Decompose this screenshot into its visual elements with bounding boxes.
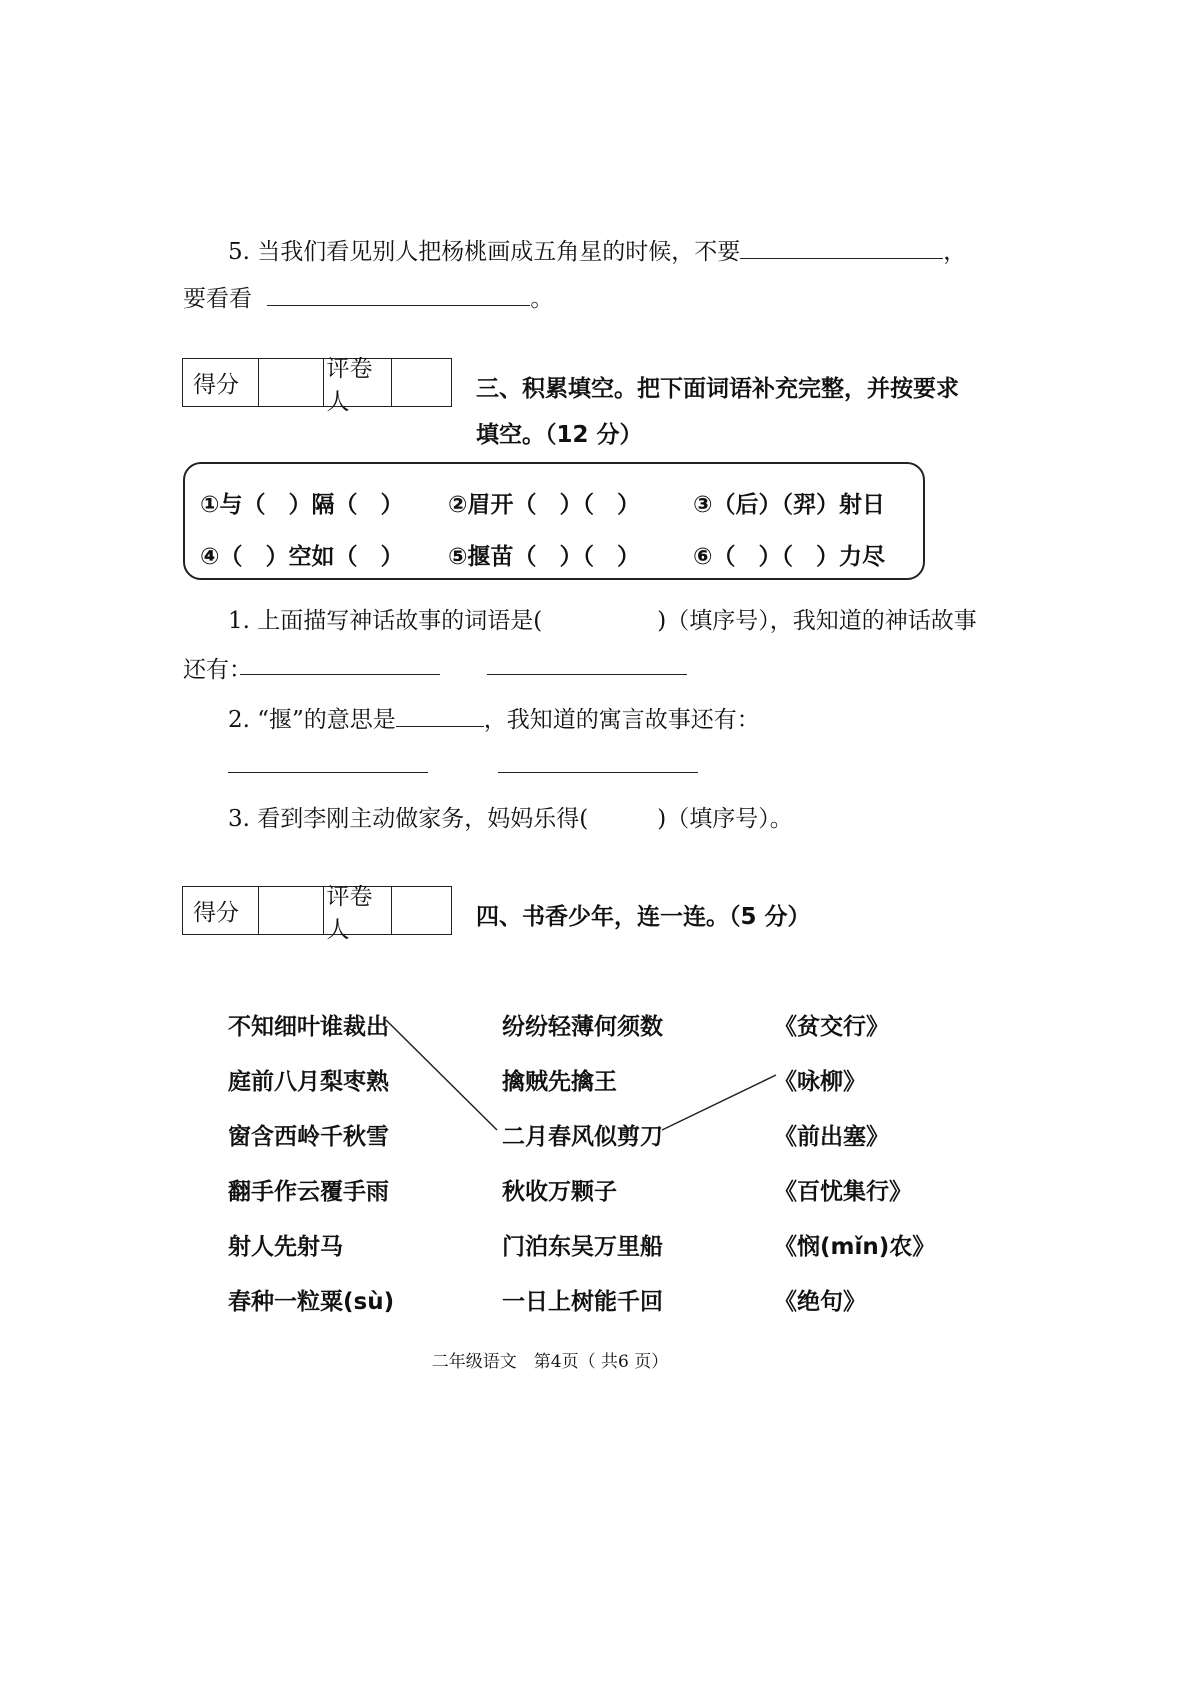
col2-item: 门泊东吴万里船 <box>502 1234 663 1260</box>
s3-q1-line2: 还有： <box>183 657 252 683</box>
section3-title-line2: 填空。（12 分） <box>476 422 643 448</box>
option-6: ⑥（ ）（ ）力尽 <box>693 544 885 570</box>
col2-item: 擒贼先擒王 <box>502 1069 617 1095</box>
col3-item: 《百忧集行》 <box>774 1179 912 1205</box>
option-5: ⑤揠苗（ ）（ ） <box>448 544 640 570</box>
s3-q3: 3. 看到李刚主动做家务，妈妈乐得( )（填序号）。 <box>228 806 793 832</box>
grader-label: 评卷人 <box>324 359 392 406</box>
col1-item: 翻手作云覆手雨 <box>228 1179 389 1205</box>
col2-item: 一日上树能千回 <box>502 1289 663 1315</box>
section4-title: 四、书香少年，连一连。（5 分） <box>476 904 811 930</box>
col1-item: 窗含西岭千秋雪 <box>228 1124 389 1150</box>
grader-label: 评卷人 <box>324 887 392 934</box>
s3-q2-prefix: 2. “揠”的意思是 <box>228 707 396 733</box>
option-4: ④（ ）空如（ ） <box>200 544 404 570</box>
score-label: 得分 <box>183 887 259 934</box>
s3-q1: 1. 上面描写神话故事的词语是( )（填序号），我知道的神话故事 <box>228 608 977 634</box>
section3-title-line1: 三、积累填空。把下面词语补充完整，并按要求 <box>476 376 959 402</box>
q5-line2-suffix: 。 <box>530 286 554 312</box>
s3-q2-suffix: ，我知道的寓言故事还有： <box>483 707 760 733</box>
option-2: ②眉开（ ）（ ） <box>448 492 640 518</box>
q5-line1-suffix: ， <box>943 239 967 265</box>
col1-item: 庭前八月梨枣熟 <box>228 1069 389 1095</box>
match-line-2 <box>662 1075 776 1130</box>
col3-item: 《绝句》 <box>774 1289 866 1315</box>
q5-line1-prefix: 5. 当我们看见别人把杨桃画成五角星的时候，不要 <box>228 239 741 265</box>
match-line-1 <box>386 1020 497 1130</box>
option-1: ①与（ ）隔（ ） <box>200 492 404 518</box>
col1-item: 不知细叶谁裁出 <box>228 1014 389 1040</box>
col3-item: 《贫交行》 <box>774 1014 889 1040</box>
col1-item: 春种一粒粟(sù) <box>228 1289 395 1315</box>
score-label: 得分 <box>183 359 259 406</box>
col2-item: 秋收万颗子 <box>502 1179 617 1205</box>
col1-item: 射人先射马 <box>228 1234 343 1260</box>
option-3: ③（后）（羿）射日 <box>693 492 885 518</box>
col2-item: 纷纷轻薄何须数 <box>502 1014 663 1040</box>
col3-item: 《前出塞》 <box>774 1124 889 1150</box>
col3-item: 《咏柳》 <box>774 1069 866 1095</box>
col3-item: 《悯(mǐn)农》 <box>774 1234 936 1260</box>
q5-line2-prefix: 要看看 <box>183 286 252 312</box>
col2-item: 二月春风似剪刀 <box>502 1124 663 1150</box>
page-footer: 二年级语文 第4页（ 共6 页） <box>431 1352 669 1372</box>
